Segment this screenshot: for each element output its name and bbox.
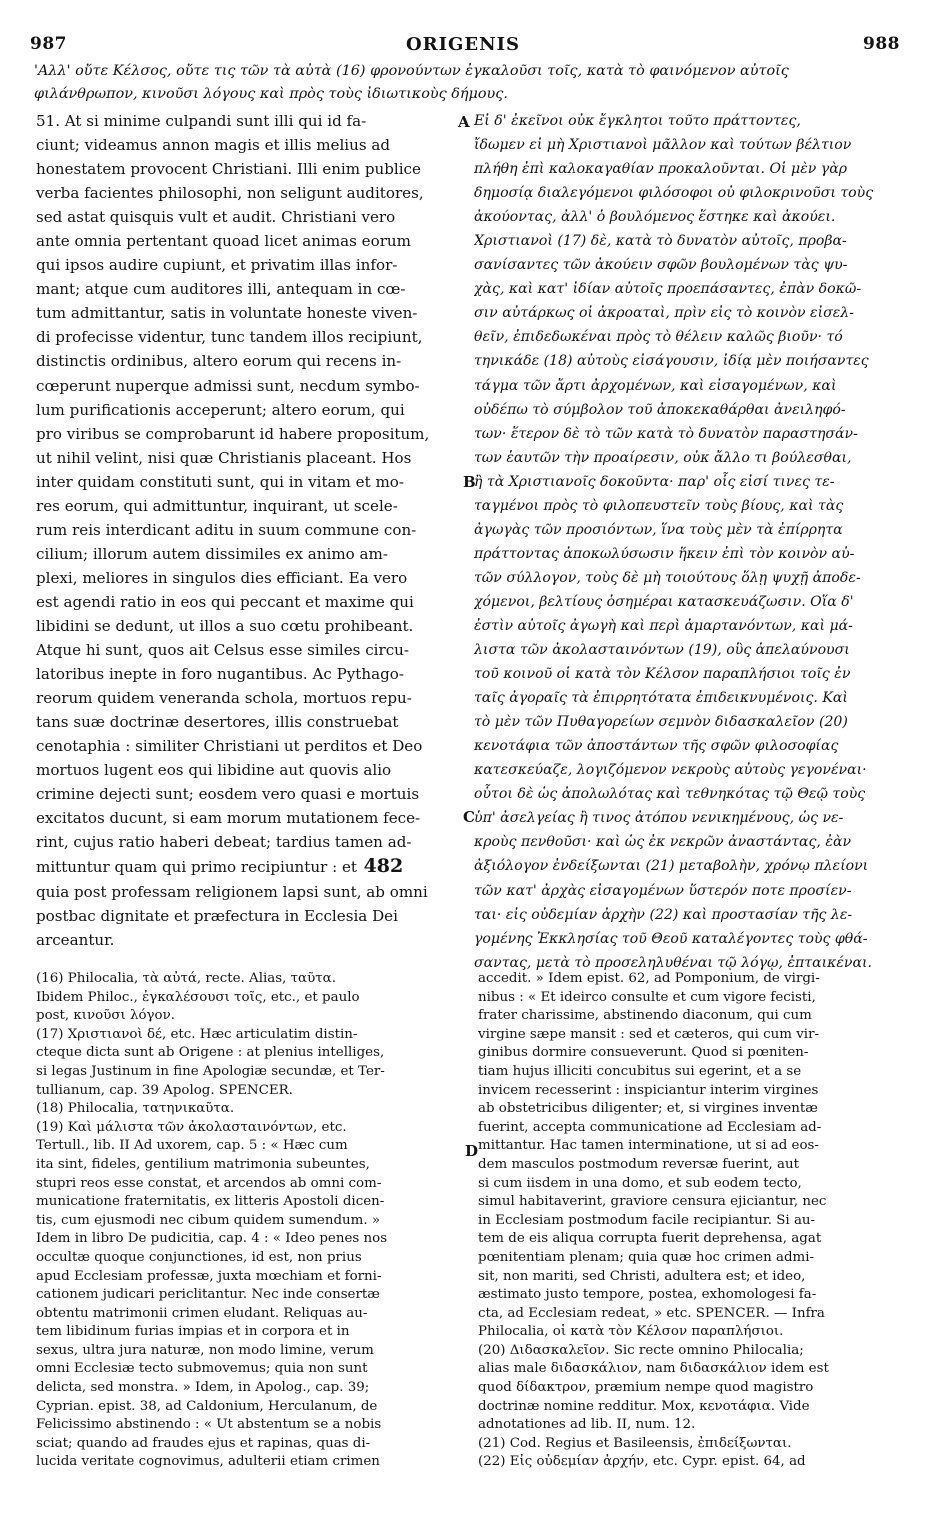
latin-text-line: verba facientes philosophi, non seligunt auditores, (36, 184, 424, 203)
footnote-line: cationem judicari periclitantur. Nec inde consertæ (36, 1287, 380, 1303)
greek-text-line: θεῖν, ἐπιδεδωκέναι πρὸς τὸ θέλειν καλῶς βιοῦν· τό (474, 329, 843, 346)
latin-text-line: mittuntur quam qui primo recipiuntur : et 482 (36, 855, 404, 878)
footnote-line: (20) Διδασκαλεῖον. Sic recte omnino Philocalia; (478, 1342, 804, 1358)
latin-text-line: quia post professam religionem lapsi sunt, ab omni (36, 882, 428, 901)
greek-text-line: πράττοντας ἀποκωλύσωσιν ἥκειν ἐπὶ τὸν κοινὸν αὐ- (474, 545, 855, 562)
footnote-line: apud Ecclesiam professæ, juxta mœchiam et forni- (36, 1268, 382, 1284)
footnote-line: sciat; quando ad fraudes ejus et rapinas, quas di- (36, 1435, 371, 1451)
running-title: ORIGENIS (405, 34, 521, 55)
greek-text-line: γομένης Ἐκκλησίας τοῦ Θεοῦ καταλέγοντες τοὺς φθά- (474, 930, 868, 947)
footnote-line: occultæ quoque conjunctiones, id est, non prius (36, 1249, 362, 1265)
footnote-line: mittantur. Hac tamen interminatione, ut si ad eos- (478, 1138, 819, 1154)
greek-text-line: κροὺς πενθοῦσι· καὶ ὡς ἐκ νεκρῶν ἀναστάντας, ἐὰν (474, 834, 852, 851)
footnote-line: Cyprian. epist. 38, ad Caldonium, Herculanum, de (36, 1398, 378, 1414)
greek-text-line: χὰς, καὶ κατ' ἰδίαν αὐτοῖς προεπάσαντες, ἐπὰν δοκῶ- (474, 281, 862, 298)
greek-text-line: ἴδωμεν εἰ μὴ Χριστιανοὶ μᾶλλον καὶ τούτων βέλτιον (474, 137, 852, 154)
greek-text-line: λιστα τῶν ἀκολασταινόντων (19), οὓς ἀπελαύνουσι (474, 642, 850, 659)
greek-text-line: ἀξιόλογον ἐνδείξωνται (21) μεταβολὴν, χρόνῳ πλείονι (474, 858, 869, 875)
latin-text-line: mant; atque cum auditores illi, antequam in cœ- (36, 280, 406, 299)
footnote-line: municatione fraternitatis, ex litteris Apostoli dicen- (36, 1194, 385, 1210)
margin-letter-a: A (458, 113, 470, 131)
greek-text-line: κενοτάφια τῶν ἀποστάντων τῆς σφῶν φιλοσοφίας (474, 738, 839, 755)
latin-text-line: reorum quidem veneranda schola, mortuos repu- (36, 689, 412, 708)
footnote-line: quod δίδακτρον, præmium nempe quod magistro (478, 1380, 814, 1396)
greek-text-line: οὗτοι δὲ ὡς ἀπολωλότας καὶ τεθνηκότας τῷ Θεῷ τοὺς (474, 786, 866, 803)
latin-text-line: rum reis interdicant aditu in suum commune con- (36, 520, 417, 539)
latin-text-line: res eorum, qui admittuntur, inquirant, ut scele- (36, 496, 398, 515)
greek-text-line: ἐστὶν αὐτοῖς ἀγωγὴ καὶ περὶ ἁμαρτανόντων, καὶ μά- (474, 617, 853, 634)
latin-column (36, 109, 462, 952)
greek-text-line: σαντας, μετὰ τὸ προσεληλυθέναι τῷ λόγῳ, ἐπταικέναι. (474, 954, 873, 971)
latin-text-line: libidini se dedunt, ut illos a suo cœtu prohibeant. (36, 616, 414, 635)
latin-text-line: Atque hi sunt, quos ait Celsus esse similes circu- (36, 641, 409, 660)
greek-text-line: Χριστιανοὶ (17) δὲ, κατὰ τὸ δυνατὸν αὐτοῖς, προβα- (474, 233, 847, 250)
footnote-line: si legas Justinum in fine Apologiæ secundæ, et Ter- (36, 1063, 385, 1079)
footnote-line: ginibus dormire consueverunt. Quod si pœniten- (478, 1045, 809, 1061)
margin-letter-b: B (463, 473, 476, 491)
greek-text-line: τοῦ κοινοῦ οἱ κατὰ τὸν Κέλσον παραπλήσιοι τοῖς ἐν (474, 666, 851, 683)
latin-text-line: ciunt; videamus annon magis et illis melius ad (36, 136, 391, 155)
greek-heading-lines (34, 60, 902, 106)
footnote-line: omni Ecclesiæ tecto submovemus; quia non sunt (36, 1361, 368, 1377)
latin-text-line: cilium; illorum autem dissimiles ex animo am- (36, 544, 388, 563)
greek-text-line: τῶν κατ' ἀρχὰς εἰσαγομένων ὕστερόν ποτε προσίεν- (474, 882, 852, 899)
greek-text-line: τάγμα τῶν ἄρτι ἀρχομένων, καὶ εἰσαγομένων, καὶ (474, 377, 837, 394)
latin-text-line: distinctis ordinibus, altero eorum qui recens in- (36, 352, 402, 371)
latin-text-line: qui ipsos audire cupiunt, et privatim illas infor- (36, 256, 398, 275)
latin-text-line: arceantur. (36, 930, 115, 949)
footnote-line: cteque dicta sunt ab Origene : at plenius intelliges, (36, 1045, 385, 1061)
latin-text-line: pro viribus se comprobarunt id habere propositum, (36, 424, 430, 443)
greek-column (474, 109, 906, 975)
footnote-line: tem libidinum furias impias et in corpora et in (36, 1324, 350, 1340)
margin-letter-c: C (463, 808, 475, 826)
footnote-line: doctrinæ nomine redditur. Mox, κενοτάφια. Vide (478, 1398, 810, 1414)
latin-text-line: plexi, meliores in singulos dies efficiant. Ea vero (36, 568, 408, 587)
footnote-line: delicta, sed monstra. » Idem, in Apolog., cap. 39; (36, 1380, 370, 1396)
footnote-line: (21) Cod. Regius et Basileensis, ἐπιδείξωνται. (478, 1435, 792, 1451)
column-number: 482 (356, 855, 404, 878)
footnote-line: (18) Philocalia, τατηνικαῦτα. (36, 1101, 235, 1117)
latin-text-line: sed astat quisquis vult et audit. Christiani vero (36, 208, 396, 227)
greek-text-line: τὸ μὲν τῶν Πυθαγορείων σεμνὸν διδασκαλεῖον (20) (474, 714, 848, 731)
footnote-line: simul habitaverint, graviore censura ejiciantur, nec (478, 1194, 827, 1210)
footnote-line: (22) Εἰς οὐδεμίαν ἀρχήν, etc. Cypr. epist. 64, ad (478, 1454, 806, 1470)
footnote-line: (17) Χριστιανοὶ δέ, etc. Hæc articulatim distin- (36, 1026, 358, 1042)
latin-text-line: ut nihil velint, nisi quæ Christianis placeant. Hos (36, 448, 412, 467)
footnote-line: frater charissime, abstinendo diaconum, qui cum (478, 1008, 812, 1024)
greek-text-line: των· ἕτερον δὲ τὸ τῶν κατὰ τὸ δυνατὸν παραστησάν- (474, 425, 858, 442)
footnote-line: in Ecclesiam postmodum facile recipiantur. Si au- (478, 1212, 816, 1228)
latin-text-line: mortuos lugent eos qui libidine aut quovis alio (36, 761, 392, 780)
latin-text-line: honestatem provocent Christiani. Illi enim publice (36, 160, 421, 179)
greek-text-line: Εἰ δ' ἐκεῖνοι οὐκ ἔγκλητοι τοῦτο πράττοντες, (474, 113, 801, 129)
latin-text-line: cenotaphia : similiter Christiani ut perditos et Deo (36, 737, 423, 756)
footnote-line: adnotationes ad lib. II, num. 12. (478, 1417, 696, 1433)
latin-text-line: crimine dejecti sunt; eosdem vero quasi e mortuis (36, 785, 420, 804)
footnote-line: cta, ad Ecclesiam redeat, » etc. SPENCER. — Infra (478, 1305, 825, 1321)
greek-text-line: ται· εἰς οὐδεμίαν ἀρχὴν (22) καὶ προστασίαν τῆς λε- (474, 906, 853, 923)
greek-text-line: σανίσαντες τῶν ἀκούειν σφῶν βουλομένων τὰς ψυ- (474, 257, 848, 274)
latin-text-line: latoribus inepte in foro nugantibus. Ac Pythago- (36, 665, 404, 684)
footnote-line: dem masculos postmodum reversæ fuerint, aut (478, 1156, 800, 1172)
footnote-line: sit, non mariti, sed Christi, adultera est; et ideo, (478, 1268, 806, 1284)
footnote-line: Philocalia, οἱ κατὰ τὸν Κέλσον παραπλήσιοι. (478, 1324, 784, 1340)
greek-text-line: ἀκούοντας, ἀλλ' ὁ βουλόμενος ἕστηκε καὶ ἀκούει. (474, 209, 836, 226)
greek-text-line: χόμενοι, βελτίους ὁσημέραι κατασκευάζωσιν. Οἵα δ' (474, 593, 854, 610)
footnote-line: fuerint, accepta communicatione ad Ecclesiam ad- (478, 1119, 822, 1135)
greek-text-line: τῶν σύλλογον, τοὺς δὲ μὴ τοιούτους ὅλῃ ψυχῇ ἀποδε- (474, 569, 861, 586)
footnote-line: Ibidem Philoc., ἐγκαλέσουσι τοῖς, etc., et paulo (36, 989, 360, 1005)
footnote-line: pœnitentiam plenam; quia quæ hoc crimen admi- (478, 1249, 815, 1265)
latin-text-line: lum purificationis acceperunt; altero eorum, qui (36, 400, 405, 419)
greek-text-line: των ἑαυτῶν τὴν προαίρεσιν, οὐκ ἄλλο τι βούλεσθαι, (474, 449, 852, 466)
footnote-line: ab obstetricibus diligenter; et, si virgines inventæ (478, 1101, 818, 1117)
footnote-line: tis, cum ejusmodi nec cibum quidem sumendum. » (36, 1212, 381, 1228)
greek-text-line: πλήθη ἐπὶ καλοκαγαθίαν προκαλοῦνται. Οἱ μὲν γὰρ (474, 161, 848, 178)
latin-text-line: di profecisse videntur, tunc tandem illos recipiunt, (36, 328, 423, 347)
greek-text-line: κατεσκεύαζε, λογιζόμενον νεκροὺς αὐτοὺς γεγονέναι· (474, 762, 867, 779)
latin-text-line: est agendi ratio in eos qui peccant et maxime qui (36, 592, 414, 611)
greek-text-line: ταῖς ἀγοραῖς τὰ ἐπιρρητότατα ἐπιδεικνυμένοις. Καὶ (474, 690, 848, 707)
footnote-line: stupri reos esse constat, et arcendos ab omni com- (36, 1175, 382, 1191)
greek-text-line: σιν αὐτάρκως οἱ ἀκροαταὶ, πρὶν εἰς τὸ κοινὸν εἰσελ- (474, 305, 854, 322)
latin-text-line: tans suæ doctrinæ desertores, illis construebat (36, 713, 399, 732)
greek-text-line: ἀγωγὰς τῶν προσιόντων, ἵνα τοὺς μὲν τὰ ἐπίρρητα (474, 521, 843, 538)
greek-text-line: δημοσίᾳ διαλεγόμενοι φιλόσοφοι οὐ φιλοκρινοῦσι τοὺς (474, 185, 874, 202)
footnote-line: tem de eis aliqua corrupta fuerit deprehensa, agat (478, 1231, 822, 1247)
footnote-line: ita sint, fideles, gentilium matrimonia subeuntes, (36, 1156, 370, 1172)
latin-text-line: cœperunt nuperque admissi sunt, necdum symbo- (36, 376, 420, 395)
footnote-line: nibus : « Et ideirco consulte et cum vigore fecisti, (478, 989, 816, 1005)
footnotes-left (36, 970, 466, 1472)
greek-text-line: ὑπ' ἀσελγείας ἢ τινος ἀτόπου νενικημένους, ὡς νε- (474, 810, 844, 827)
footnote-line: tullianum, cap. 39 Apolog. SPENCER. (36, 1082, 293, 1098)
footnote-line: æstimato justo tempore, postea, exhomologesi fa- (478, 1287, 817, 1303)
greek-text-line: τηνικάδε (18) αὐτοὺς εἰσάγουσιν, ἰδίᾳ μὲν ποιήσαντες (474, 353, 869, 370)
greek-heading-line: φιλάνθρωπον, κινοῦσι λόγους καὶ πρὸς τοὺς ἰδιωτικοὺς δήμους. (34, 86, 508, 102)
greek-heading-line: 'Αλλ' οὔτε Κέλσος, οὔτε τις τῶν τὰ αὐτὰ (16) φρονούντων ἐγκαλοῦσι τοῖς, κατὰ τὸ φαινόμενον αὐτοῖς (34, 63, 789, 79)
footnote-line: si cum iisdem in una domo, et sub eodem tecto, (478, 1175, 802, 1191)
latin-text-line: excitatos ducunt, si eam morum mutationem fece- (36, 809, 421, 828)
footnote-line: Idem in libro De pudicitia, cap. 4 : « Ideo penes nos (36, 1231, 388, 1247)
greek-text-line: οὐδέπω τὸ σύμβολον τοῦ ἀποκεκαθάρθαι ἀνειληφό- (474, 401, 846, 418)
footnote-line: post, κινοῦσι λόγον. (36, 1008, 176, 1024)
footnote-line: obtentu matrimonii crimen eludant. Reliquas au- (36, 1305, 368, 1321)
footnote-line: lucida veritate cognovimus, adulterii etiam crimen (36, 1454, 380, 1470)
latin-text-line: postbac dignitate et præfectura in Ecclesia Dei (36, 906, 398, 925)
footnote-line: sexus, ultra jura naturæ, non modo limine, verum (36, 1342, 374, 1358)
footnote-line: virgine sæpe mansit : sed et cæteros, qui cum vir- (478, 1026, 819, 1042)
latin-text-line: inter quidam constituti sunt, qui in vitam et mo- (36, 472, 404, 491)
latin-text-line: rint, cujus ratio haberi debeat; tardius tamen ad- (36, 833, 412, 852)
latin-text-line: 51. At si minime culpandi sunt illi qui id fa- (36, 112, 367, 130)
footnotes-right (478, 970, 906, 1472)
margin-letter-d: D (465, 1142, 479, 1160)
footnote-line: Tertull., lib. II Ad uxorem, cap. 5 : « Hæc cum (36, 1138, 348, 1154)
latin-text-line: ante omnia pertentant quoad licet animas eorum (36, 232, 411, 251)
footnote-line: invicem recesserint : inspiciantur interim virgines (478, 1082, 819, 1098)
footnote-line: tiam hujus illiciti concubitus sui egerint, et a se (478, 1063, 802, 1079)
footnote-line: alias male διδασκάλιον, nam διδασκάλιον idem est (478, 1361, 829, 1377)
latin-text-line: tum admittantur, satis in voluntate honeste viven- (36, 304, 418, 323)
footnote-line: accedit. » Idem epist. 62, ad Pomponium, de virgi- (478, 971, 820, 986)
footnote-line: (19) Καὶ μάλιστα τῶν ἀκολασταινόντων, etc. (36, 1119, 347, 1135)
greek-text-line: ἢ τὰ Χριστιανοῖς δοκοῦντα· παρ' οἷς εἰσί τινες τε- (474, 473, 835, 490)
footnote-line: Felicissimo abstinendo : « Ut abstentum se a nobis (36, 1417, 382, 1433)
footnote-line: (16) Philocalia, τὰ αὐτά, recte. Alias, ταῦτα. (36, 971, 336, 986)
page-number-right: 988 (863, 34, 900, 54)
page-number-left: 987 (30, 34, 67, 54)
greek-text-line: ταγμένοι πρὸς τὸ φιλοπευστεῖν τοὺς βίους, καὶ τὰς (474, 497, 844, 514)
